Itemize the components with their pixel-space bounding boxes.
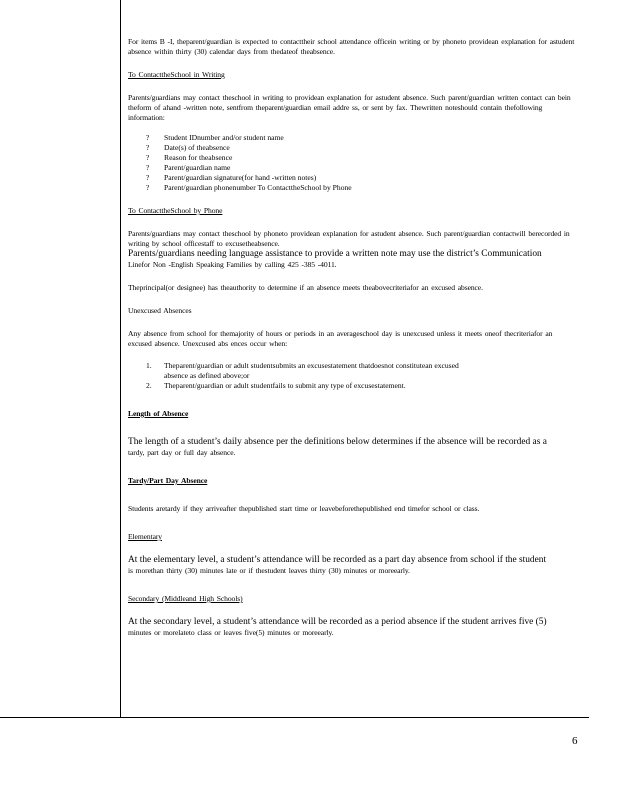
paragraph-contact-requirement: For items B -I, theparent/guardian is expected to contacttheir school attendance officein writing or by phoneto providean explanation for astudent absence within thirty (30) calendar days from thedateof theabsence. — [128, 37, 575, 56]
heading-tardy-part-day: Tardy/Part Day Absence — [128, 476, 208, 485]
paragraph-tardy-definition: Students aretardy if they arriveafter thepublished start time or leavebeforethepublished end timefor school or class. — [128, 504, 480, 513]
heading-unexcused-absences: Unexcused Absences — [128, 306, 192, 315]
list-item: ? Parent/guardian phonenumber To ContacttheSchool by Phone — [146, 183, 352, 192]
list-item: ? Parent/guardian signature(for hand -written notes) — [146, 173, 317, 182]
paragraph-phone-contact: Parents/guardians may contact theschool by phoneto providean explanation for astudent absence. Such parent/guardian contactwill berecorded in writing by school officestaff to excusetheabsence. — [128, 229, 570, 248]
heading-contact-writing: To ContacttheSchool in Writing — [128, 70, 225, 79]
list-item: 2. Theparent/guardian or adult studentfails to submit any type of excusestatement. — [146, 381, 406, 390]
paragraph-writing-contact: Parents/guardians may contact theschool in writing to providean explanation for astudent absence. Such parent/guardian written contact can bein theform of ahand -written note, sentfrom theparent/guardian email addre ss, or sent by fax. Thewritten noteshould contain thefollowing information: — [128, 93, 571, 122]
heading-length-of-absence: Length of Absence — [128, 409, 189, 418]
list-item: ? Reason for theabsence — [146, 153, 233, 162]
list-item: ? Student IDnumber and/or student name — [146, 133, 284, 142]
document-body — [128, 37, 576, 638]
paragraph-secondary-detail: minutes or morelateto class or leaves five(5) minutes or moreearly. — [128, 628, 334, 637]
list-item: ? Date(s) of theabsence — [146, 143, 230, 152]
page-number: 6 — [572, 735, 578, 747]
heading-secondary: Secondary (Middleand High Schools) — [128, 594, 243, 603]
paragraph-language-assistance: Parents/guardians needing language assistance to provide a written note may use the district’s Communication — [128, 249, 542, 259]
list-item: ? Parent/guardian name — [146, 163, 231, 172]
paragraph-secondary-rule: At the secondary level, a student’s attendance will be recorded as a period absence if the student arrives five (5) — [128, 617, 547, 627]
margin-vertical-rule — [120, 0, 121, 718]
list-item: 1. Theparent/guardian or adult studentsubmits an excusestatement thatdoesnot constitutean excused absence as defined above;or — [146, 361, 459, 380]
heading-elementary: Elementary — [128, 532, 162, 541]
paragraph-principal-authority: Theprincipal(or designee) has theauthority to determine if an absence meets theabovecriteriafor an excused absence. — [128, 283, 483, 292]
paragraph-communication-line: Linefor Non -English Speaking Families by calling 425 -385 -4011. — [128, 260, 337, 269]
paragraph-unexcused-definition: Any absence from school for themajority of hours or periods in an averageschool day is unexcused unless it meets oneof thecriteriafor an excused absence. Unexcused abs ences occur when: — [128, 329, 553, 348]
footer-horizontal-rule — [0, 717, 589, 718]
paragraph-elementary-rule: At the elementary level, a student’s attendance will be recorded as a part day absence from school if the student — [128, 555, 547, 565]
paragraph-length-intro: The length of a student’s daily absence per the definitions below determines if the absence will be recorded as a — [128, 437, 547, 447]
heading-contact-phone: To ContacttheSchool by Phone — [128, 206, 223, 215]
paragraph-elementary-detail: is morethan thirty (30) minutes late or if thestudent leaves thirty (30) minutes or moreearly. — [128, 566, 410, 575]
unexcused-conditions-list — [146, 361, 576, 391]
paragraph-absence-types: tardy, part day or full day absence. — [128, 448, 236, 457]
written-note-requirements-list — [146, 133, 576, 193]
